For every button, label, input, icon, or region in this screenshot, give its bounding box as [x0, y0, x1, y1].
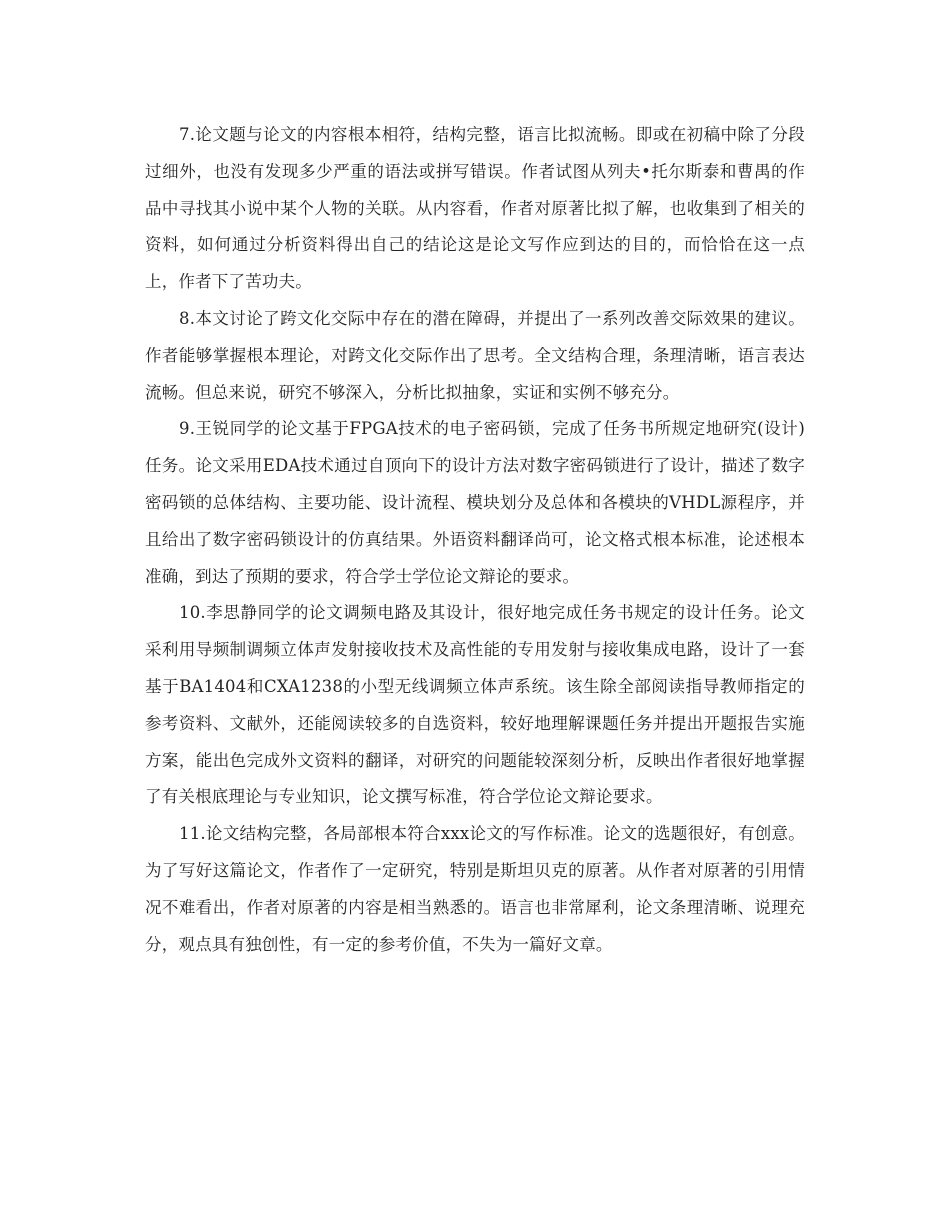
paragraph-10: 10.李思静同学的论文调频电路及其设计，很好地完成任务书规定的设计任务。论文采利用导频制调频立体声发射接收技术及高性能的专用发射与接收集成电路，设计了一套基于BA1404和CXA1238的小型无线调频立体声系统。该生除全部阅读指导教师指定的参考资料、文献外，还能阅读较多的自选资料，较好地理解课题任务并提出开题报告实施方案，能出色完成外文资料的翻译，对研究的问题能较深刻分析，反映出作者很好地掌握了有关根底理论与专业知识，论文撰写标准，符合学位论文辩论要求。	[145, 603, 805, 807]
paragraph-7: 7.论文题与论文的内容根本相符，结构完整，语言比拟流畅。即或在初稿中除了分段过细外，也没有发现多少严重的语法或拼写错误。作者试图从列夫•托尔斯泰和曹禺的作品中寻找其小说中某个人物的关联。从内容看，作者对原著比拟了解，也收集到了相关的资料，如何通过分析资料得出自己的结论这是论文写作应到达的目的，而恰恰在这一点上，作者下了苦功夫。	[145, 125, 805, 292]
paragraph-9: 9.王锐同学的论文基于FPGA技术的电子密码锁，完成了任务书所规定地研究(设计)任务。论文采用EDA技术通过自顶向下的设计方法对数字密码锁进行了设计，描述了数字密码锁的总体结构、主要功能、设计流程、模块划分及总体和各模块的VHDL源程序，并且给出了数字密码锁设计的仿真结果。外语资料翻译尚可，论文格式根本标准，论述根本准确，到达了预期的要求，符合学士学位论文辩论的要求。	[145, 419, 805, 586]
document-body	[145, 117, 805, 963]
paragraph-8: 8.本文讨论了跨文化交际中存在的潜在障碍，并提出了一系列改善交际效果的建议。作者能够掌握根本理论，对跨文化交际作出了思考。全文结构合理，条理清晰，语言表达流畅。但总来说，研究不够深入，分析比拟抽象，实证和实例不够充分。	[145, 308, 805, 402]
paragraph-11: 11.论文结构完整，各局部根本符合xxx论文的写作标准。论文的选题很好，有创意。为了写好这篇论文，作者作了一定研究，特别是斯坦贝克的原著。从作者对原著的引用情况不难看出，作者对原著的内容是相当熟悉的。语言也非常犀利，论文条理清晰、说理充分，观点具有独创性，有一定的参考价值，不失为一篇好文章。	[145, 824, 805, 954]
